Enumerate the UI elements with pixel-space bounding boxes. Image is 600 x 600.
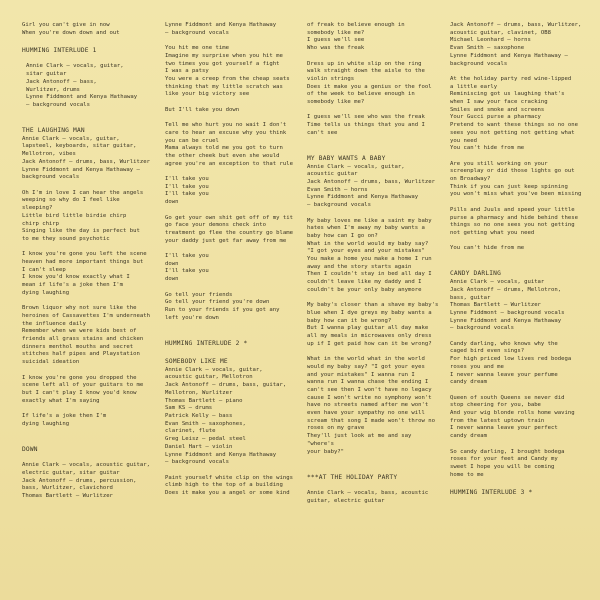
text-line: Jack Antonoff – drums, percussion, (22, 477, 137, 484)
spacer (22, 436, 154, 444)
text-line: down (165, 260, 179, 267)
text-line: Time tells us things that you and I (307, 122, 425, 129)
text-line: all my meals in microwaves only dress (307, 333, 432, 340)
text-line: of the week to believe enough in (307, 91, 415, 98)
text-line: Lynne Fiddmont and Kenya Hathaway – (450, 52, 568, 59)
text-line: You make a home you make a home I run (307, 256, 432, 263)
spacer (450, 253, 582, 261)
text-line: chirp chirp (22, 220, 60, 227)
text-line: Lynne Fiddmont and Kenya Hathaway (26, 94, 138, 101)
text-line: Remember when we were kids best of (22, 328, 137, 335)
text-line: Singing like the day is perfect but (22, 228, 140, 235)
text-line: I know you're gone you dropped the (22, 374, 137, 381)
text-line: But I wanna play guitar all day make (307, 325, 429, 332)
spacer (450, 387, 582, 395)
text-line: "I got your eyes and your mistakes" (307, 248, 425, 255)
text-line: like your big victory see (165, 91, 250, 98)
text-line: bass, Wurlitzer, clavichord (22, 485, 113, 492)
text-line: electric guitar, sitar guitar (22, 469, 120, 476)
spacer (165, 168, 297, 176)
text-line: hates when I'm away my baby wants a (307, 225, 425, 232)
text-line: home to me (450, 471, 484, 478)
section-heading: HUMMING INTERLUDE 3 * (450, 489, 533, 497)
text-line: So candy darling, I brought bodega (450, 448, 565, 455)
text-line: of freak to believe enough in (307, 22, 405, 28)
section-heading: SOMEBODY LIKE ME (165, 358, 228, 366)
text-line: Does it make you a angel or some kind (165, 490, 290, 497)
text-line: Patrick Kelly – bass (165, 413, 233, 419)
text-line: left you're down (165, 314, 219, 321)
text-line: background vocals (450, 60, 508, 67)
text-line: clarinet, flute (165, 428, 216, 435)
text-line: somebody like me? (307, 99, 365, 106)
text-line: lapsteel, keyboards, sitar guitar, (22, 143, 137, 150)
text-line: Queen of south Queens se never did (450, 394, 565, 401)
text-line: scream that song I made won't throw no (307, 417, 435, 424)
spacer (307, 138, 439, 146)
spacer (450, 261, 582, 269)
spacer (307, 107, 439, 115)
text-line: but I can't play I know you'd know (22, 389, 137, 396)
spacer (450, 479, 582, 487)
spacer (450, 153, 582, 161)
text-line: the other cheek but even she would (165, 152, 280, 159)
text-line: suicidal ideation (22, 359, 80, 366)
text-line: Thomas Bartlett – piano (165, 397, 243, 404)
text-line: on Broadway? (450, 176, 491, 183)
text-line: Evan Smith – horns (307, 186, 368, 193)
spacer (22, 56, 154, 64)
text-line: can't see then I won't have no legacy (307, 386, 432, 393)
text-line: I'll take you (165, 268, 209, 275)
text-line: Paint yourself white clip on the wings (165, 474, 293, 481)
spacer (22, 182, 154, 190)
text-line: climb high to the top of a building (165, 482, 283, 489)
text-line: Tell me who hurt you no wait I don't (165, 122, 287, 129)
text-line: Imagine my surprise when you hit me (165, 52, 283, 59)
text-line: What in the world what in the world (307, 356, 425, 363)
spacer (22, 428, 154, 436)
text-line: guitar, electric guitar (307, 497, 385, 504)
spacer (22, 110, 154, 118)
text-line: somebody like me? (307, 29, 365, 36)
text-line: when I saw your face cracking (450, 99, 548, 106)
text-line: exactly what I'm saying (22, 397, 100, 404)
text-line: Mama always told me you got to turn (165, 145, 283, 152)
text-line: things so no one sees you not getting (450, 222, 575, 229)
text-line: from the latest uptown train (450, 417, 545, 424)
text-line: At the holiday party red wine-lipped (450, 75, 572, 82)
spacer (165, 330, 297, 338)
text-line: your daddy just get far away from me (165, 237, 287, 244)
text-line: Annie Clark – vocals, guitar, (307, 163, 405, 170)
text-line: cause I won't write no symphony won't (307, 394, 432, 401)
text-line: stitches half pipes and Playstation (22, 351, 140, 358)
text-line: I'll take you (165, 253, 209, 259)
text-line: You hit me one time (165, 45, 229, 52)
text-line: – background vocals (165, 29, 229, 36)
text-line: down (165, 199, 179, 206)
text-line: Lynne Fiddmont and Kenya Hathaway – (22, 166, 140, 173)
spacer (165, 207, 297, 215)
text-line: mean if life's a joke then I'm (22, 282, 124, 289)
text-line: treatment go flee the country go blame (165, 229, 293, 236)
text-line: Lynne Fiddmont and Kenya Hathaway (165, 451, 277, 458)
spacer (307, 348, 439, 356)
text-line: baby how can it be wrong? (307, 317, 392, 324)
text-line: a little early (450, 83, 498, 90)
text-line: Jack Antonoff – bass, (26, 78, 97, 85)
spacer (450, 238, 582, 246)
text-line: Annie Clark – vocals, guitar (450, 279, 545, 286)
text-line: And your wig blonde rolls home waving (450, 410, 575, 417)
text-line: candy dream (450, 379, 488, 386)
text-line: – background vocals (307, 202, 371, 209)
text-line: two times you got yourself a fight (165, 60, 280, 67)
text-line: Evan Smith – saxophones, (165, 420, 246, 427)
spacer (165, 245, 297, 253)
text-line: Reminiscing got us laughing that's (450, 91, 565, 98)
text-line: can't see (307, 129, 338, 136)
text-line: dinners menthol mouths and secret (22, 343, 134, 350)
spacer (22, 405, 154, 413)
text-line: I was a patsy (165, 68, 209, 75)
text-line: You were a creep from the cheap seats (165, 75, 290, 82)
text-line: background vocals (22, 174, 80, 181)
text-line: up if I get paid how can it be wrong? (307, 340, 432, 347)
text-line: screenplay or did those lights go out (450, 168, 575, 175)
spacer (307, 464, 439, 472)
text-line: have no streets named after me won't (307, 402, 429, 409)
text-line: acoustic guitar, clavinet, OB8 (450, 29, 552, 36)
text-line: sees you not getting not getting what (450, 129, 575, 136)
text-line: Jack Antonoff – drums, bass, Wurlitzer (307, 179, 435, 185)
text-line: thinking that my little scratch was (165, 83, 283, 90)
section-heading: MY BABY WANTS A BABY (307, 154, 386, 162)
text-line: baby how can I go on? (307, 232, 378, 239)
text-line: Brown liquor why not sure like the (22, 305, 137, 312)
text-line: heaven had more important things but (22, 259, 144, 265)
text-line: My baby loves me like a saint my baby (307, 217, 432, 224)
text-line: – background vocals (165, 459, 229, 466)
spacer (22, 298, 154, 306)
text-line: My baby's closer than a shave my baby's (307, 302, 439, 309)
text-line: heroines of Cassavettes I'm underneath (22, 312, 150, 319)
spacer (22, 367, 154, 375)
text-line: sweet I hope you will be coming (450, 463, 555, 470)
text-line: you won't miss what you've been missing (450, 191, 582, 198)
text-line: Jack Antonoff – drums, bass, guitar, (165, 382, 287, 389)
text-line: You can't hide from me (450, 145, 525, 152)
text-line: Dress up in white slip on the ring (307, 60, 422, 67)
spacer (22, 37, 154, 45)
spacer (165, 114, 297, 122)
text-line: and your mistakes" I wanna run I (307, 371, 415, 378)
text-line: Annie Clark – vocals, bass, acoustic (307, 490, 429, 497)
text-line: Pretend to want these things so no one (450, 122, 578, 129)
text-line: Go get your own shit get off of my tit (165, 214, 293, 221)
text-line: Go tell your friends (165, 291, 233, 298)
text-line: Wurlitzer, drums (26, 86, 80, 93)
text-line: couldn't leave like my daddy and I (307, 279, 422, 286)
text-line: bass, guitar (450, 294, 491, 301)
text-line: your baby?" (307, 448, 345, 455)
text-line: I guess we'll see (307, 37, 365, 44)
text-line: you can be cruel (165, 137, 219, 144)
text-line: go face your demons check into (165, 222, 267, 229)
text-line: not getting what you need (450, 229, 535, 236)
text-line: Go tell your friend you're down (165, 299, 270, 306)
text-line: Girl you can't give in now (22, 22, 110, 28)
text-line: You can't hide from me (450, 245, 525, 252)
text-line: down (165, 276, 179, 283)
text-line: Pills and Juuls and speed your little (450, 206, 575, 213)
section-heading: DOWN (22, 445, 38, 453)
spacer (165, 99, 297, 107)
text-line: Your Gucci purse a pharmacy (450, 114, 541, 121)
text-line: friends all grass stains and chicken (22, 336, 144, 343)
text-line: caged bird even sings? (450, 348, 525, 355)
section-heading: ***AT THE HOLIDAY PARTY (307, 473, 398, 481)
spacer (22, 117, 154, 125)
spacer (307, 53, 439, 61)
column-3 (307, 22, 439, 594)
text-line: Daniel Hart – violin (165, 443, 233, 450)
text-line: roses for your feet and Candy my (450, 456, 558, 463)
text-line: When you're down down and out (22, 29, 120, 36)
text-line: I never wanna leave your perfect (450, 425, 558, 432)
text-line: purse a pharmacy and hide behind these (450, 214, 578, 221)
spacer (165, 284, 297, 292)
text-line: I'll take you (165, 176, 209, 182)
text-line: Candy darling, who knows why the (450, 340, 558, 347)
spacer (165, 467, 297, 475)
text-line: Sam KS – drums (165, 405, 213, 412)
spacer (165, 37, 297, 45)
text-line: sleeping? (22, 205, 53, 212)
text-line: Thomas Bartlett – Wurlitzer (450, 302, 541, 309)
text-line: Evan Smith – saxophone (450, 45, 525, 52)
spacer (165, 322, 297, 330)
text-line: roses you and me (450, 363, 504, 370)
spacer (307, 456, 439, 464)
column-4 (450, 22, 582, 594)
column-1 (22, 22, 154, 594)
spacer (450, 333, 582, 341)
text-line: Annie Clark – vocals, acoustic guitar, (22, 462, 150, 469)
text-line: I'll take you (165, 191, 209, 198)
text-line: Annie Clark – vocals, guitar, (26, 63, 124, 70)
text-line: Lynne Fiddmont and Kenya Hathaway (450, 317, 562, 324)
spacer (307, 145, 439, 153)
text-line: I'll take you (165, 183, 209, 190)
spacer (307, 482, 439, 490)
text-line: blue when I dye greys my baby wants a (307, 309, 432, 316)
column-2 (165, 22, 297, 594)
text-line: I know you'd know exactly what I (22, 274, 130, 281)
text-line: away and the story starts again (307, 263, 412, 270)
text-line: stop cheering for you, babe (450, 402, 541, 409)
text-line: For high priced low lives red bodega (450, 356, 572, 363)
text-line: I guess we'll see who was the freak (307, 114, 425, 121)
text-line: you need (450, 137, 477, 144)
text-line: Michael Leonhard – horns (450, 37, 531, 44)
spacer (165, 348, 297, 356)
text-line: care to hear an excuse why you think (165, 129, 287, 136)
text-line: Greg Leisz – pedal steel (165, 436, 246, 443)
text-line: Run to your friends if you got any (165, 306, 280, 313)
spacer (307, 295, 439, 303)
text-line: Annie Clark – vocals, guitar, (165, 366, 263, 373)
spacer (307, 210, 439, 218)
text-line: dying laughing (22, 289, 70, 296)
text-line: I never wanna leave your perfume (450, 371, 558, 378)
text-line: wanna run I wanna chase the ending I (307, 379, 429, 386)
section-heading: HUMMING INTERLUDE 1 (22, 47, 97, 55)
text-line: the influence daily (22, 320, 86, 327)
section-heading: CANDY DARLING (450, 270, 502, 278)
text-line: Lynne Fiddmont – background vocals (450, 309, 565, 316)
text-line: sitar guitar (26, 71, 67, 78)
text-line: – background vocals (26, 102, 90, 108)
text-line: Jack Antonoff – drums, Mellotron, (450, 286, 562, 293)
spacer (450, 199, 582, 207)
text-line: – background vocals (450, 325, 514, 332)
text-line: Mellotron, vibes (22, 151, 76, 158)
text-line: even have your sympathy no one will (307, 410, 425, 417)
text-line: If life's a joke then I'm (22, 413, 107, 420)
text-line: But I'll take you down (165, 106, 240, 113)
spacer (450, 68, 582, 76)
text-line: dying laughing (22, 420, 70, 427)
text-line: couldn't be your only baby anymore (307, 286, 422, 293)
text-line: roses on my grave (307, 425, 365, 432)
spacer (22, 455, 154, 463)
text-line: I can't sleep (22, 266, 66, 273)
text-line: Who was the freak (307, 45, 365, 52)
text-line: Think if you can just keep spinning (450, 183, 568, 190)
text-line: What in the world would my baby say? (307, 240, 429, 247)
text-line: Mellotron, Wurlitzer (165, 389, 233, 396)
text-line: Lynne Fiddmont and Kenya Hathaway (165, 22, 277, 28)
text-line: Does it make you a genius or the fool (307, 83, 432, 90)
text-line: weeping so why do I feel like (22, 197, 120, 204)
text-line: agree you're an exception to that rule (165, 160, 293, 167)
text-line: I know you're gone you left the scene (22, 251, 147, 258)
text-line: Then I couldn't stay in bed all day I (307, 271, 432, 278)
text-line: acoustic guitar (307, 171, 358, 178)
section-heading: THE LAUGHING MAN (22, 127, 85, 135)
text-line: Thomas Bartlett – Wurlitzer (22, 493, 113, 499)
spacer (450, 441, 582, 449)
text-line: They'll just look at me and say "where's (307, 433, 412, 447)
text-line: scene left all of your guitars to me (22, 382, 144, 389)
section-heading: HUMMING INTERLUDE 2 * (165, 339, 248, 347)
text-line: candy dream (450, 433, 488, 440)
text-line: acoustic guitar, Mellotron (165, 374, 253, 381)
text-line: Smiles and smoke and screens (450, 106, 545, 113)
text-line: to me they sound psychotic (22, 235, 110, 242)
text-line: Are you still working on your (450, 160, 548, 167)
text-line: would my baby say? "I got your eyes (307, 363, 425, 370)
text-line: Little bird little birdie chirp (22, 212, 127, 219)
text-line: walk straight down the aisle to the (307, 68, 425, 75)
spacer (22, 244, 154, 252)
text-line: violin strings (307, 75, 355, 82)
text-line: Jack Antonoff – drums, bass, Wurlitzer, (450, 22, 582, 28)
text-line: Jack Antonoff – drums, bass, Wurlitzer (22, 158, 150, 165)
text-line: Annie Clark – vocals, guitar, (22, 135, 120, 142)
text-line: Lynne Fiddmont and Kenya Hathaway (307, 194, 419, 201)
text-line: Oh I'm in love I can hear the angels (22, 189, 144, 196)
